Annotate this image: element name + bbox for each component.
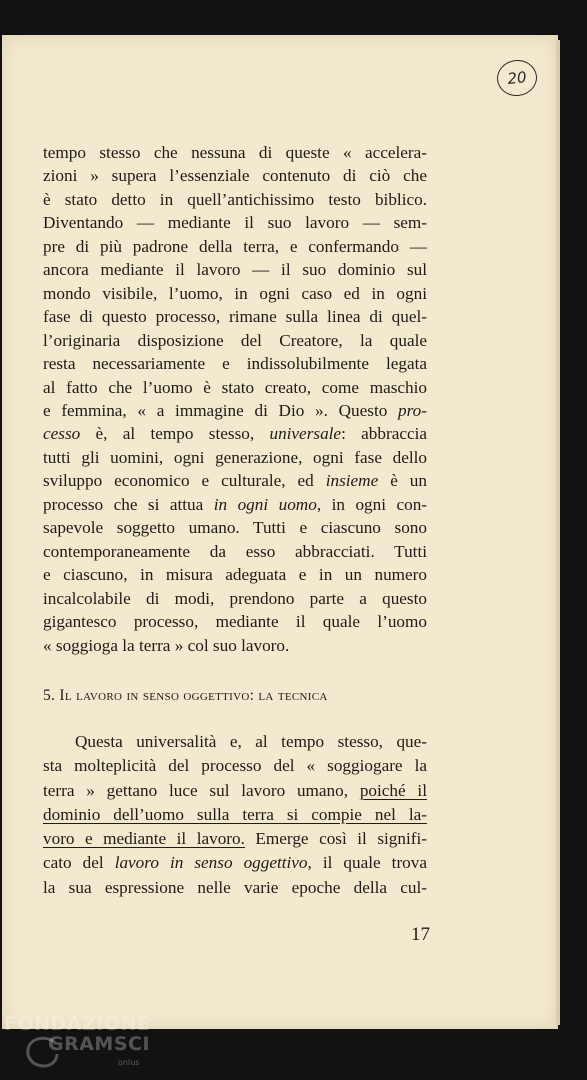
watermark-line2: GRAMSCI	[48, 1033, 151, 1055]
italic-fragment: lavoro in senso oggettivo,	[114, 853, 312, 873]
page-number: 17	[411, 924, 430, 945]
text-line: tutti gli uomini, ogni generazione, ogni fase dello	[43, 447, 427, 467]
text-line: Questa universalità e, al tempo stesso, que-	[75, 732, 427, 751]
section-number: 5.	[43, 687, 56, 704]
text-fragment: cato del	[43, 853, 115, 873]
text-line: fase di questo processo, rimane sulla linea di quel-	[43, 307, 427, 327]
paragraph-2	[43, 730, 427, 900]
text-fragment: e femmina, « a immagine di Dio ». Questo	[43, 400, 388, 420]
italic-fragment: in ogni uomo,	[213, 494, 322, 514]
underlined-text-line: dominio dell’uomo sulla terra si compie nel la-	[43, 804, 427, 824]
text-line: al fatto che l’uomo è stato creato, come maschio	[43, 377, 427, 397]
text-fragment: è, al tempo stesso,	[80, 424, 270, 444]
text-line: mondo visibile, l’uomo, in ogni caso ed in ogni	[43, 283, 427, 303]
watermark-line1: FONDAZIONE	[4, 1013, 151, 1035]
text-line	[43, 399, 427, 422]
text-line: zioni » supera l’essenziale contenuto di ciò che	[43, 166, 427, 186]
text-line: è stato detto in quell’antichissimo testo biblico.	[43, 189, 427, 209]
text-fragment: Emerge così il signifi-	[244, 829, 427, 849]
text-fragment: processo che si attua	[43, 494, 214, 514]
text-line: contemporaneamente da esso abbracciati. Tutti	[43, 541, 427, 561]
text-line	[43, 469, 427, 492]
text-line: Diventando — mediante il suo lavoro — sem-	[43, 213, 427, 233]
text-line: l’originaria disposizione del Creatore, la quale	[43, 330, 427, 350]
section-heading	[43, 687, 427, 705]
handwritten-folio-mark: 20	[495, 58, 539, 98]
text-line	[43, 779, 427, 803]
text-fragment: sviluppo economico e culturale, ed	[43, 471, 326, 491]
italic-fragment: insieme	[325, 471, 379, 491]
underlined-fragment: poiché il	[359, 780, 427, 800]
text-line: gigantesco processo, mediante il quale l’uomo	[43, 612, 427, 632]
text-line: pre di più padrone della terra, e confermando —	[43, 236, 427, 256]
text-line	[43, 851, 427, 875]
text-line: sapevole soggetto umano. Tutti e ciascuno sono	[43, 518, 427, 538]
text-line	[43, 422, 427, 445]
watermark	[4, 1014, 150, 1054]
text-line: la sua espressione nelle varie epoche della cul-	[43, 877, 427, 897]
text-line: tempo stesso che nessuna di queste « accelera-	[43, 143, 427, 162]
italic-fragment: cesso	[43, 424, 81, 444]
text-line: e ciascuno, in misura adeguata e in un numero	[43, 565, 427, 585]
section-title: Il lavoro in senso oggettivo: la tecnica	[59, 687, 328, 704]
paragraph-1	[43, 141, 427, 657]
text-line	[43, 827, 427, 851]
text-line: « soggioga la terra » col suo lavoro.	[43, 635, 290, 655]
text-fragment: : abbraccia	[341, 424, 427, 444]
italic-fragment: pro-	[398, 400, 427, 420]
page-edge	[556, 40, 560, 1025]
text-fragment: il quale trova	[311, 853, 427, 873]
text-line	[43, 493, 427, 516]
text-line: sta molteplicità del processo del « soggiogare la	[43, 756, 427, 776]
text-fragment: è un	[378, 471, 427, 491]
text-line: ancora mediante il lavoro — il suo dominio sul	[43, 260, 427, 280]
text-fragment: terra » gettano luce sul lavoro umano,	[43, 780, 360, 800]
watermark-sub: onlus	[118, 1058, 140, 1067]
text-fragment: in ogni con-	[321, 494, 428, 514]
text-line: resta necessariamente e indissolubilmente legata	[43, 354, 427, 374]
italic-fragment: universale	[269, 424, 342, 444]
text-line: incalcolabile di modi, prendono parte a questo	[43, 588, 427, 608]
underlined-fragment: voro e mediante il lavoro.	[43, 829, 245, 849]
